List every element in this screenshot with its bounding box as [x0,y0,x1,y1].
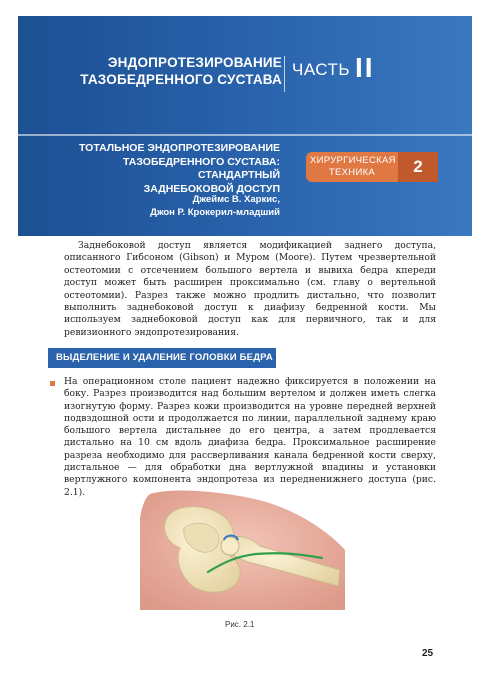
part-title-line1: ЭНДОПРОТЕЗИРОВАНИЕ [107,55,282,70]
section-heading-bar [48,348,276,368]
part-label: ЧАСТЬ [292,60,351,79]
chapter-title-line1: ТОТАЛЬНОЕ ЭНДОПРОТЕЗИРОВАНИЕ [79,142,280,154]
badge-label-line1: ХИРУРГИЧЕСКАЯ [310,155,396,166]
hip-incision-illustration [140,488,350,610]
part-title [52,54,282,88]
chapter-authors [60,194,280,219]
surgical-technique-badge [306,152,438,182]
author-1: Джеймс В. Харкис, [192,194,280,205]
figure-caption: Рис. 2.1 [225,620,255,629]
bullet-paragraph: На операционном столе пациент надежно фиксируется в положении на боку. Разрез производится над большим вертелом и должен иметь слегка изогнутую форму. Разрез кожи производится на уровне передней верхней подвздошной ости и продолжается по линии, параллельной заднему краю большого вертела дистальнее до его центра, а затем продлевается дистально на 10 см вдоль диафиза бедра. Проксимальное расширение разреза необходимо для рассверливания канала бедренной кости сверху, дистальное — для обработки дна вертлужной впадины и установки вертлужного компонента эндопротеза из передненижнего доступа (рис. 2.1). [64,376,436,498]
part-separator [284,56,285,92]
header-divider [18,134,472,136]
page-number: 25 [422,648,434,659]
badge-label-line2: ТЕХНИКА [328,167,376,178]
badge-label [310,155,394,179]
author-2: Джон Р. Крокерил-младший [150,206,280,218]
section-heading: ВЫДЕЛЕНИЕ И УДАЛЕНИЕ ГОЛОВКИ БЕДРА [56,352,273,363]
chapter-title [60,142,280,196]
intro-paragraph: Заднебоковой доступ является модификацией заднего доступа, описанного Гибсоном (Gibson) и Муром (Moore). Путем чрезвертельной остеотомии с отсечением большого вертела и вывиха бедра кпереди доступ может быть расширен проксимально (см. главу о вертельной остеотомии). Разрез также можно продлить дистально, что позволит выполнить заднебоковой доступ к диафизу бедренной кости. Мы используем заднебоковой доступ как для первичного, так и для ревизионного эндопротезирования. [64,240,436,338]
bullet-marker [50,381,55,386]
part-number: II [355,52,375,83]
part-title-line2: ТАЗОБЕДРЕННОГО СУСТАВА [80,72,282,87]
chapter-title-line2: ТАЗОБЕДРЕННОГО СУСТАВА: СТАНДАРТНЫЙ [123,155,280,181]
chapter-title-line3: ЗАДНЕБОКОВОЙ ДОСТУП [143,182,280,195]
badge-number: 2 [398,152,438,182]
